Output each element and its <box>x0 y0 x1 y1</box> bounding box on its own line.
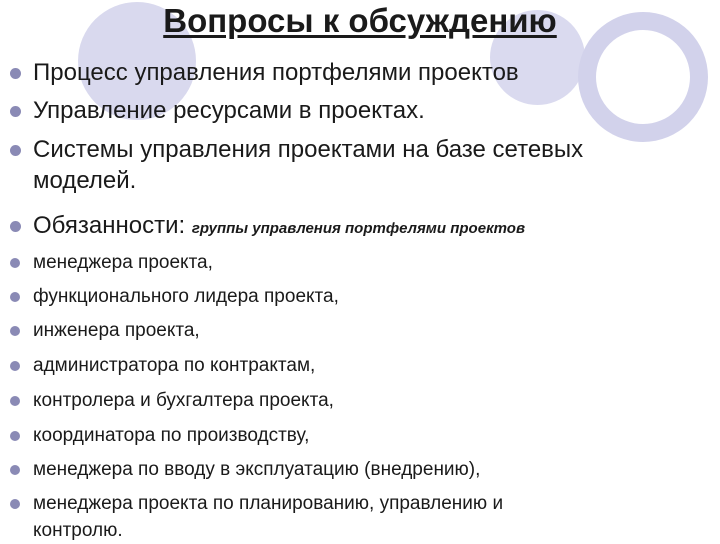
bullet-icon <box>10 258 20 268</box>
bullet-icon <box>10 431 20 441</box>
duties-subtitle: группы управления портфелями проектов <box>191 220 526 237</box>
bullet-icon <box>10 292 20 302</box>
bullet-icon <box>10 499 20 509</box>
bullet-icon <box>10 106 21 117</box>
bullet-icon <box>10 68 21 79</box>
bullet-icon <box>10 465 20 475</box>
bullet-icon <box>10 396 20 406</box>
bullet-icon <box>10 361 20 371</box>
bullet-icon <box>10 221 21 232</box>
slide-title: Вопросы к обсуждению <box>163 2 557 39</box>
bullet-icon <box>10 326 20 336</box>
bullet-icon <box>10 145 21 156</box>
